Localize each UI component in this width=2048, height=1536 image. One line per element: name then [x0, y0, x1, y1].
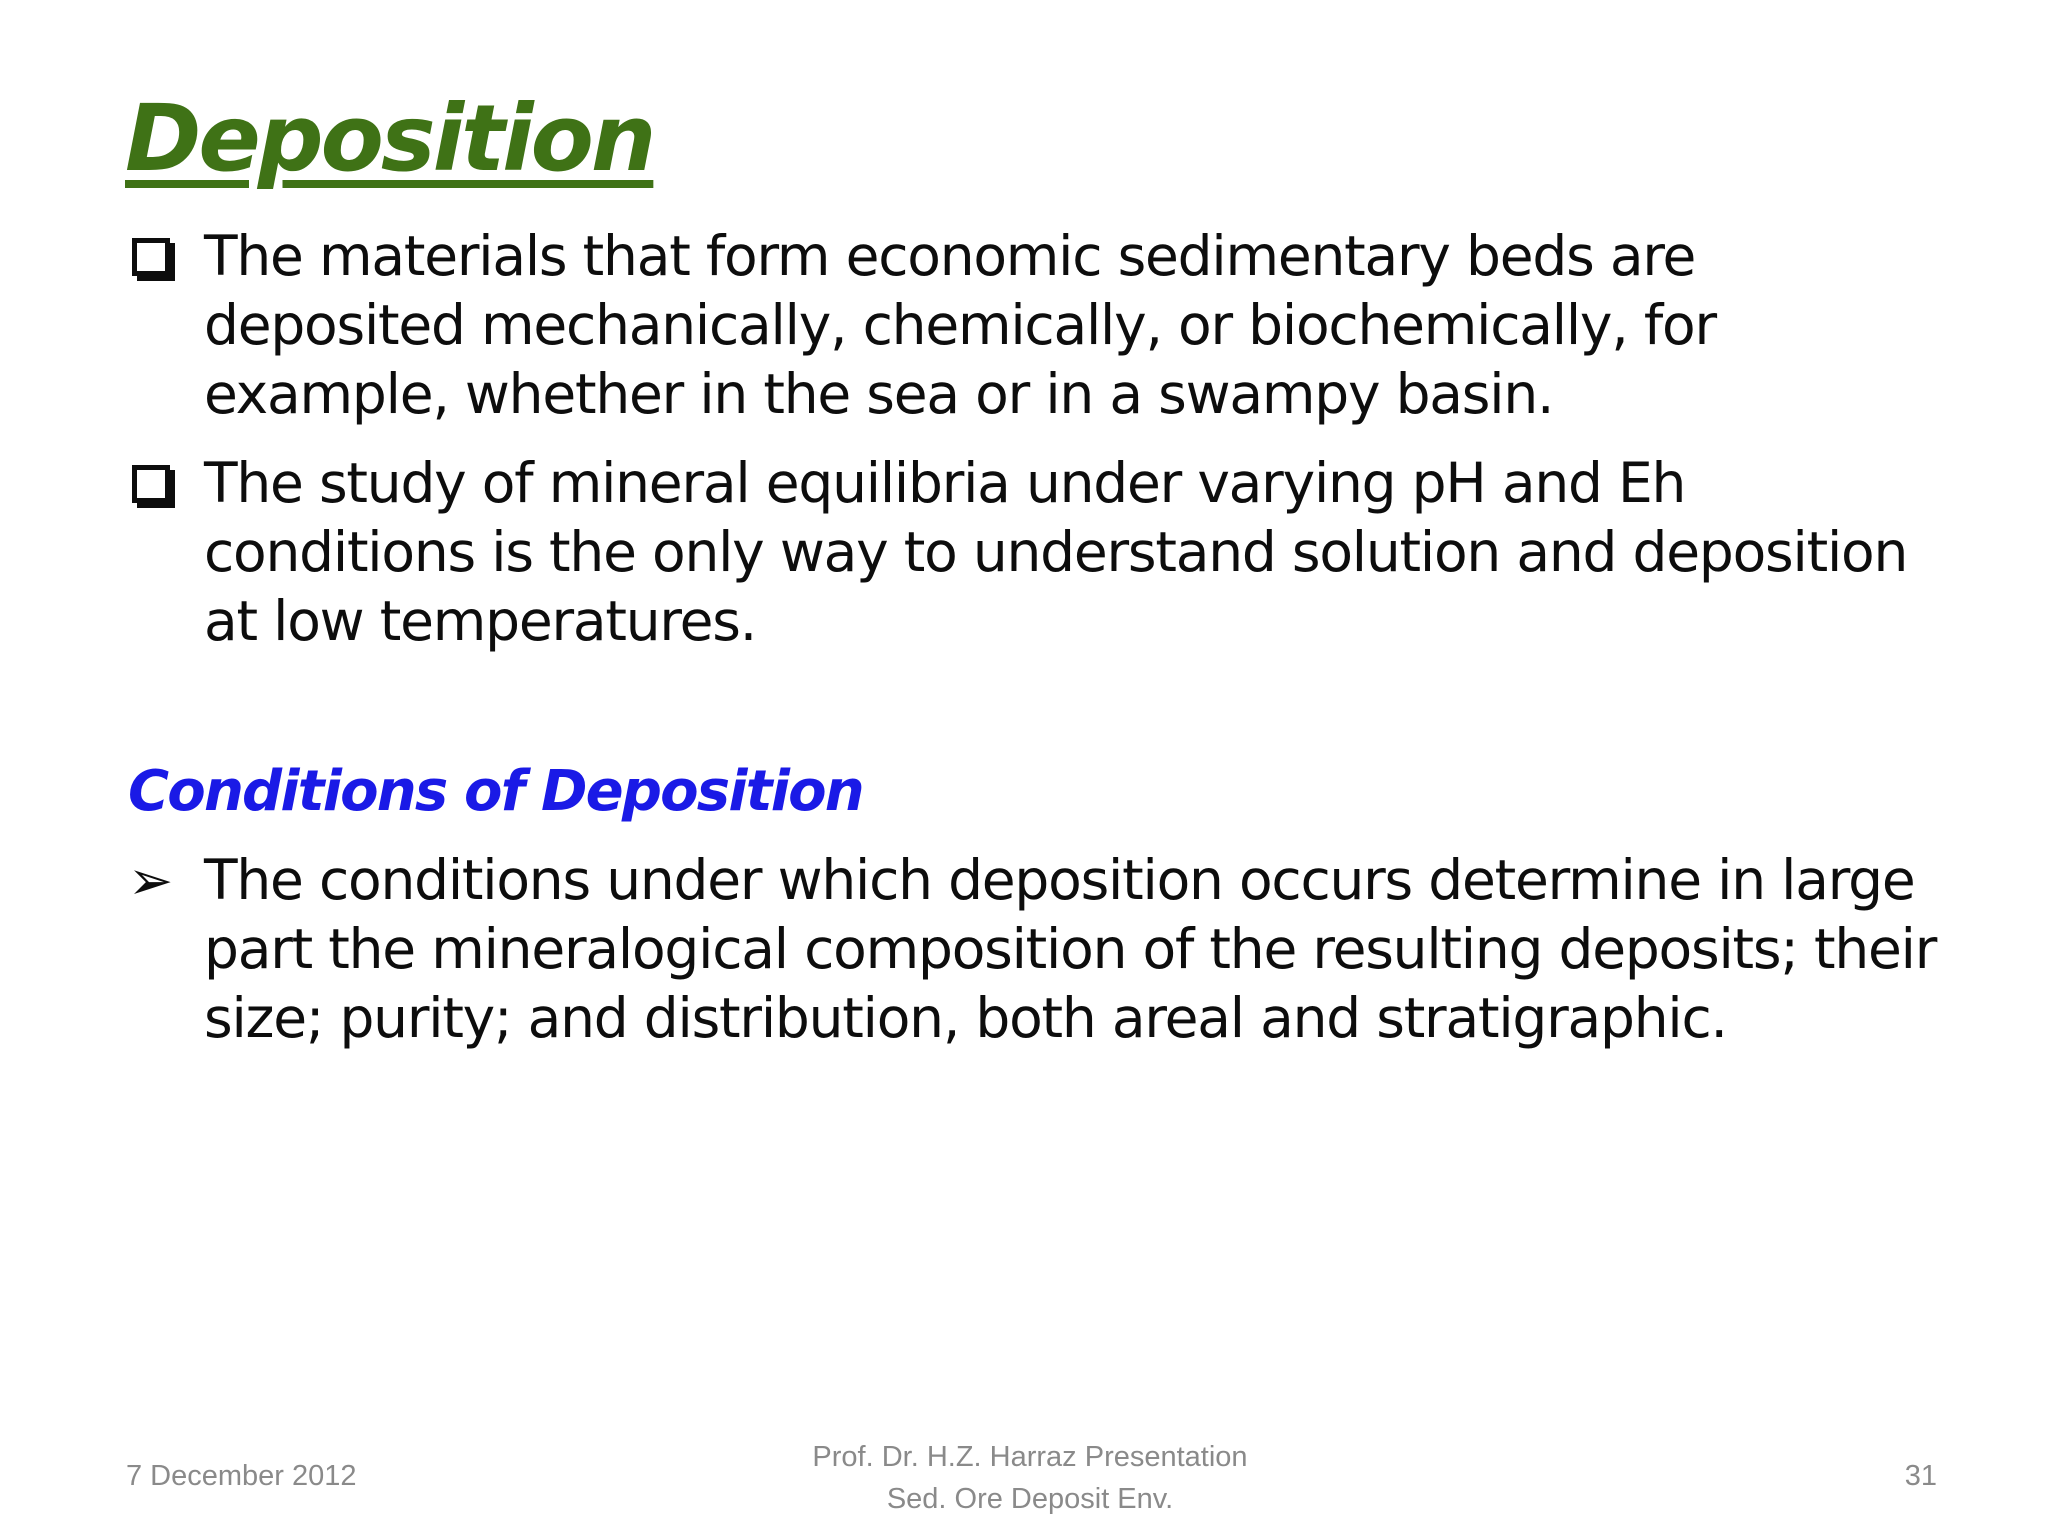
footer-date: 7 December 2012	[126, 1460, 357, 1492]
list-item	[128, 222, 1958, 429]
section-subtitle: Conditions of Deposition	[128, 759, 863, 824]
list-item	[128, 449, 1958, 656]
bullet-text: The conditions under which deposition occurs determine in large part the mineralogical composition of the resulting deposits; their size; purity; and distribution, both areal and stratigraphic.	[204, 848, 1937, 1050]
list-item	[128, 846, 1958, 1053]
checkbox-square-icon	[132, 465, 170, 503]
sub-bullet-list	[128, 846, 1958, 1073]
bullet-text: The study of mineral equilibria under varying pH and Eh conditions is the only way to understand solution and deposition at low temperatures.	[204, 451, 1908, 653]
footer-presenter	[720, 1436, 1340, 1520]
footer-presenter-line: Prof. Dr. H.Z. Harraz Presentation	[812, 1441, 1248, 1473]
page-number: 31	[1904, 1460, 1937, 1492]
bullet-list	[128, 222, 1958, 676]
slide-title: Deposition	[125, 85, 654, 192]
arrow-right-icon: ➢	[128, 849, 173, 912]
bullet-text: The materials that form economic sedimentary beds are deposited mechanically, chemically, or biochemically, for example, whether in the sea or in a swampy basin.	[204, 224, 1716, 426]
checkbox-square-icon	[132, 238, 170, 276]
footer-course-line: Sed. Ore Deposit Env.	[886, 1483, 1174, 1515]
